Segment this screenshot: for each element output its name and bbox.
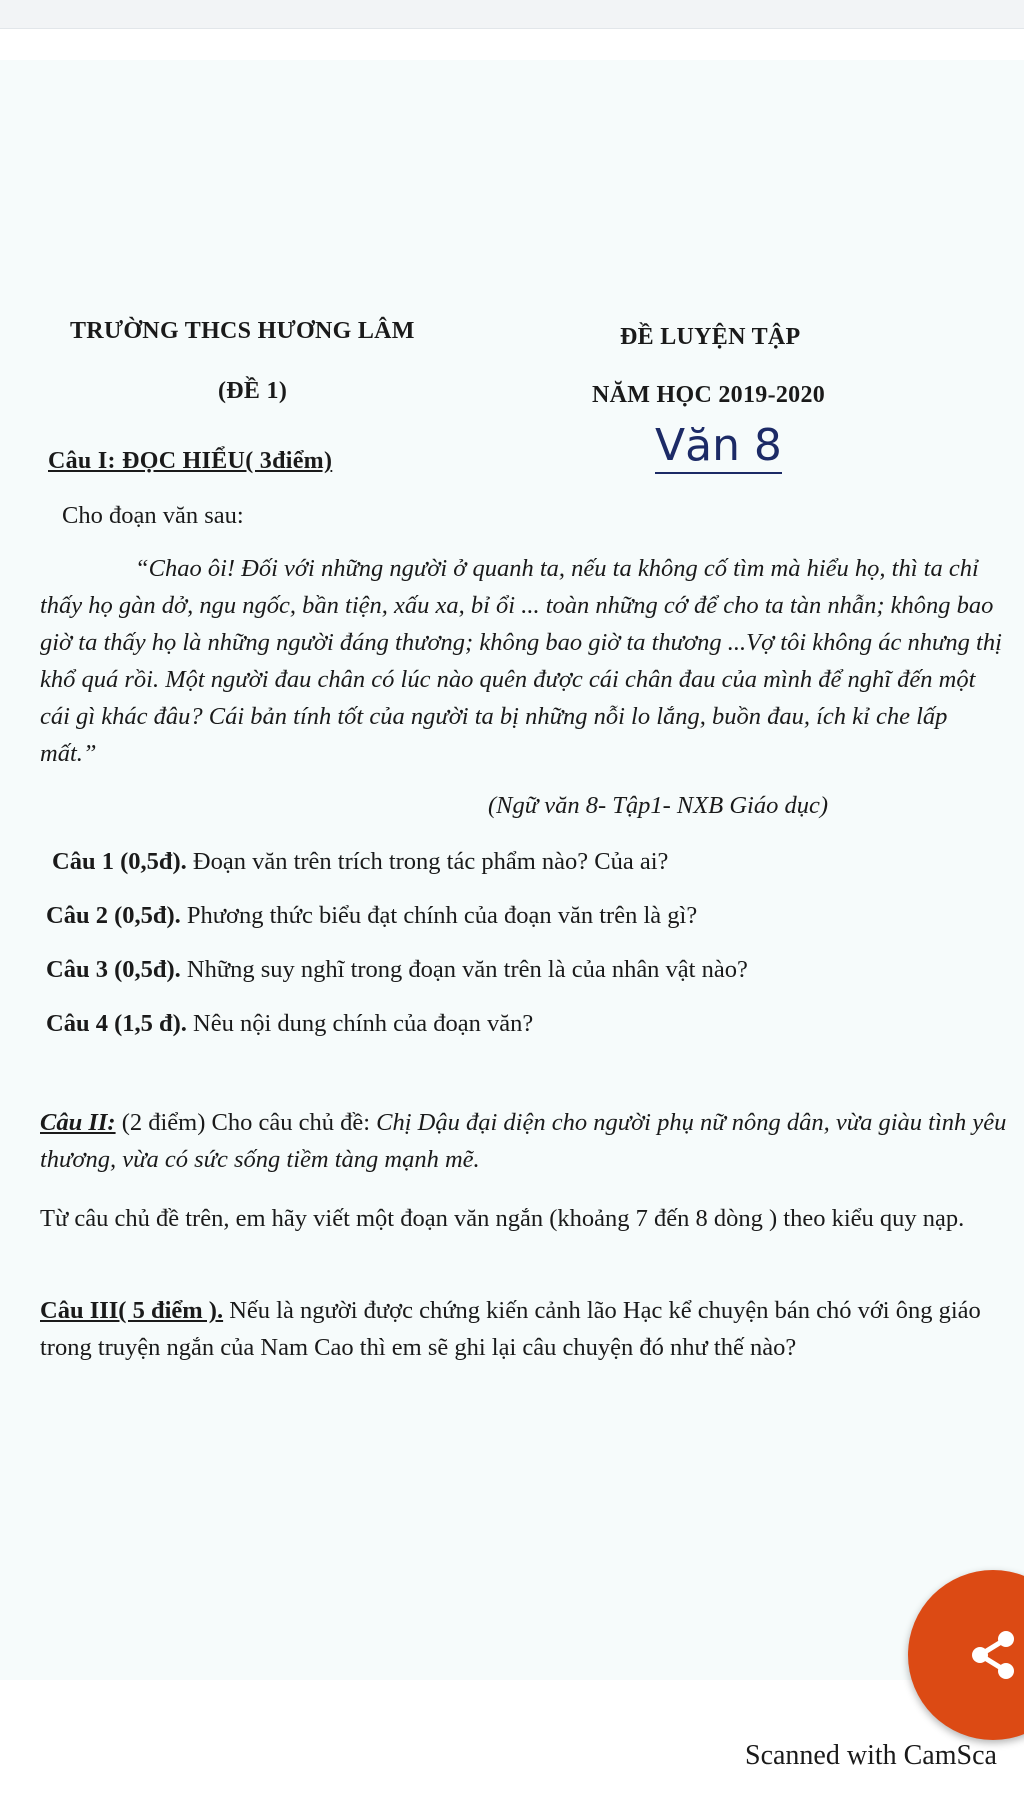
section3-text: Nếu là người được chứng kiến cảnh lão Hạc kể chuyện bán chó với ông giáo trong truyện ngắn của Nam Cao thì em sẽ ghi lại câu chuyện đó như thế nào? [40,1297,981,1361]
passage-source: (Ngữ văn 8- Tập1- NXB Giáo dục) [488,792,828,819]
handwritten-subject: Văn 8 [655,420,782,474]
school-name: TRƯỜNG THCS HƯƠNG LÂM [70,318,415,344]
section2-task: Từ câu chủ đề trên, em hãy viết một đoạn văn ngắn (khoảng 7 đến 8 dòng ) theo kiểu quy nạp. [40,1205,965,1232]
section2-label: Câu II: [40,1109,116,1136]
camscanner-watermark: Scanned with CamSca [745,1740,997,1771]
question-4-label: Câu 4 (1,5 đ). [46,1010,187,1037]
question-4 [46,1010,533,1038]
section2-prompt [40,1104,1010,1178]
reading-passage: “Chao ôi! Đối với những người ở quanh ta, nếu ta không cố tìm mà hiểu họ, thì ta chỉ thấy họ gàn dở, ngu ngốc, bần tiện, xấu xa, bỉ ổi ... toàn những cớ để cho ta tàn nhẫn; không bao giờ ta thấy họ là những người đáng thương; không bao giờ ta thương ...Vợ tôi không ác nhưng thị khổ quá rồi. Một người đau chân có lúc nào quên được cái chân đau của mình để nghĩ đến một cái gì khác đâu? Cái bản tính tốt của người ta bị những nỗi lo lắng, buồn đau, ích kỉ che lấp mất.” [40,555,1002,767]
section3-prompt [40,1292,1010,1366]
exam-number: (ĐỀ 1) [218,378,288,404]
share-icon [963,1625,1023,1685]
section2-topic: Chị Dậu đại diện cho người phụ nữ nông dân, vừa giàu tình yêu thương, vừa có sức sống tiềm tàng mạnh mẽ. [40,1109,1007,1173]
section3-label: Câu III( 5 điểm ). [40,1297,224,1324]
school-year: NĂM HỌC 2019-2020 [592,382,826,408]
section2-points: (2 điểm) Cho câu chủ đề: [115,1109,377,1136]
question-3-label: Câu 3 (0,5đ). [46,956,181,983]
question-2 [46,902,697,930]
question-1 [52,848,668,876]
scanned-page [0,60,1024,1680]
question-4-text: Nêu nội dung chính của đoạn văn? [186,1010,534,1037]
question-3 [46,956,748,984]
question-1-text: Đoạn văn trên trích trong tác phẩm nào? Của ai? [186,848,669,875]
question-2-text: Phương thức biểu đạt chính của đoạn văn trên là gì? [180,902,698,929]
top-bar [0,0,1024,29]
question-2-label: Câu 2 (0,5đ). [46,902,181,929]
question-3-text: Những suy nghĩ trong đoạn văn trên là của nhân vật nào? [180,956,748,983]
exam-type: ĐỀ LUYỆN TẬP [620,324,801,350]
section1-title: Câu I: ĐỌC HIỂU( 3điểm) [48,448,333,474]
section1-intro: Cho đoạn văn sau: [62,502,244,529]
question-1-label: Câu 1 (0,5đ). [52,848,187,875]
